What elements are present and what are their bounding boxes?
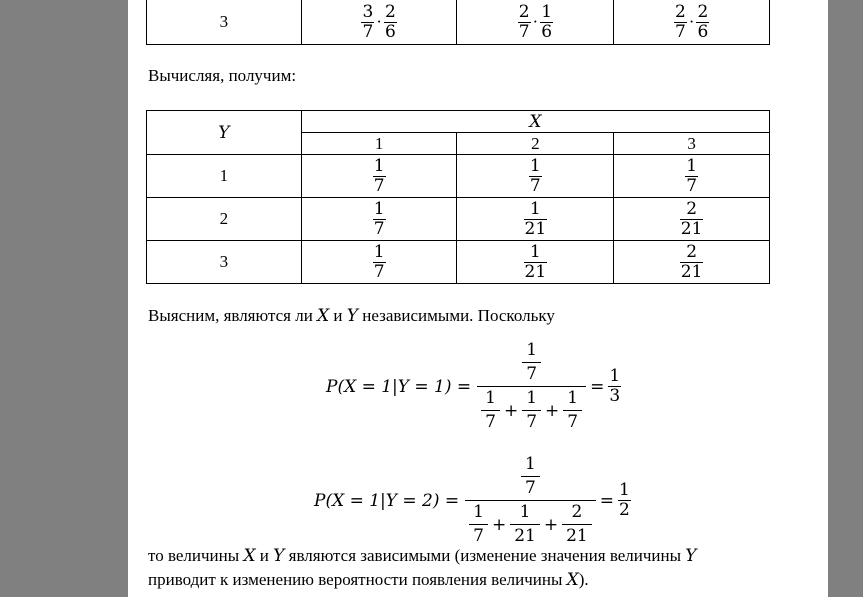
formula-fraction: $\frac{1}{7}$ $\frac{1}{7}$ + $\frac{1}{21}$ + $\frac{2}{21}$	[465, 456, 596, 545]
row-label: 3	[147, 0, 302, 45]
conclusion-line-2: приводит к изменению вероятности появления величины X).	[148, 570, 589, 590]
table-row	[147, 0, 770, 45]
table-cell: $\frac{2}{7}$ · $\frac{2}{6}$	[614, 0, 770, 45]
formula-result: $\frac{1}{2}$	[619, 480, 630, 520]
document-page	[128, 0, 828, 597]
probability-cell: $\frac{1}{7}$	[301, 241, 457, 284]
probability-cell: $\frac{2}{21}$	[614, 241, 770, 284]
y-value: 3	[147, 241, 302, 284]
formula-result: $\frac{1}{3}$	[609, 366, 621, 406]
probability-cell: $\frac{1}{7}$	[457, 155, 614, 198]
x-value: 2	[457, 133, 614, 155]
probability-cell: $\frac{1}{21}$	[457, 198, 614, 241]
formula-conditional-2: P(X = 1|Y = 2) = $\frac{1}{7}$ $\frac{1}{7}$ + $\frac{1}{21}$ + $\frac{2}{21}$ = $\frac{1}{2}$	[314, 454, 630, 546]
formula-conditional-1: P(X = 1|Y = 1) = $\frac{1}{7}$ $\frac{1}{7}$ + $\frac{1}{7}$ + $\frac{1}{7}$ = $\frac{1}{3}$	[326, 340, 621, 432]
x-header: X	[301, 111, 769, 133]
probability-cell: $\frac{1}{7}$	[614, 155, 770, 198]
probability-cell: $\frac{1}{7}$	[301, 155, 457, 198]
probability-cell: $\frac{1}{7}$	[301, 198, 457, 241]
top-table	[146, 0, 770, 45]
probability-cell: $\frac{2}{21}$	[614, 198, 770, 241]
probability-cell: $\frac{1}{21}$	[457, 241, 614, 284]
question-text: Выясним, являются ли X и Y независимыми. Поскольку	[148, 306, 555, 326]
joint-distribution-table	[146, 110, 770, 284]
y-header: Y	[147, 111, 302, 155]
formula-lhs: P(X = 1|Y = 2) =	[314, 490, 460, 511]
y-value: 2	[147, 198, 302, 241]
table-cell: $\frac{3}{7}$ · $\frac{2}{6}$	[301, 0, 457, 45]
table-row	[147, 155, 770, 198]
table-header-row	[147, 111, 770, 133]
x-value: 1	[301, 133, 457, 155]
conclusion-line-1: то величины X и Y являются зависимыми (изменение значения величины Y	[148, 546, 697, 566]
formula-lhs: P(X = 1|Y = 1) =	[326, 376, 472, 397]
table-cell: $\frac{2}{7}$ · $\frac{1}{6}$	[457, 0, 614, 45]
intro-text: Вычисляя, получим:	[148, 66, 297, 85]
formula-fraction: $\frac{1}{7}$ $\frac{1}{7}$ + $\frac{1}{7}$ + $\frac{1}{7}$	[477, 342, 586, 431]
table-row	[147, 241, 770, 284]
y-value: 1	[147, 155, 302, 198]
x-value: 3	[614, 133, 770, 155]
table-row	[147, 198, 770, 241]
